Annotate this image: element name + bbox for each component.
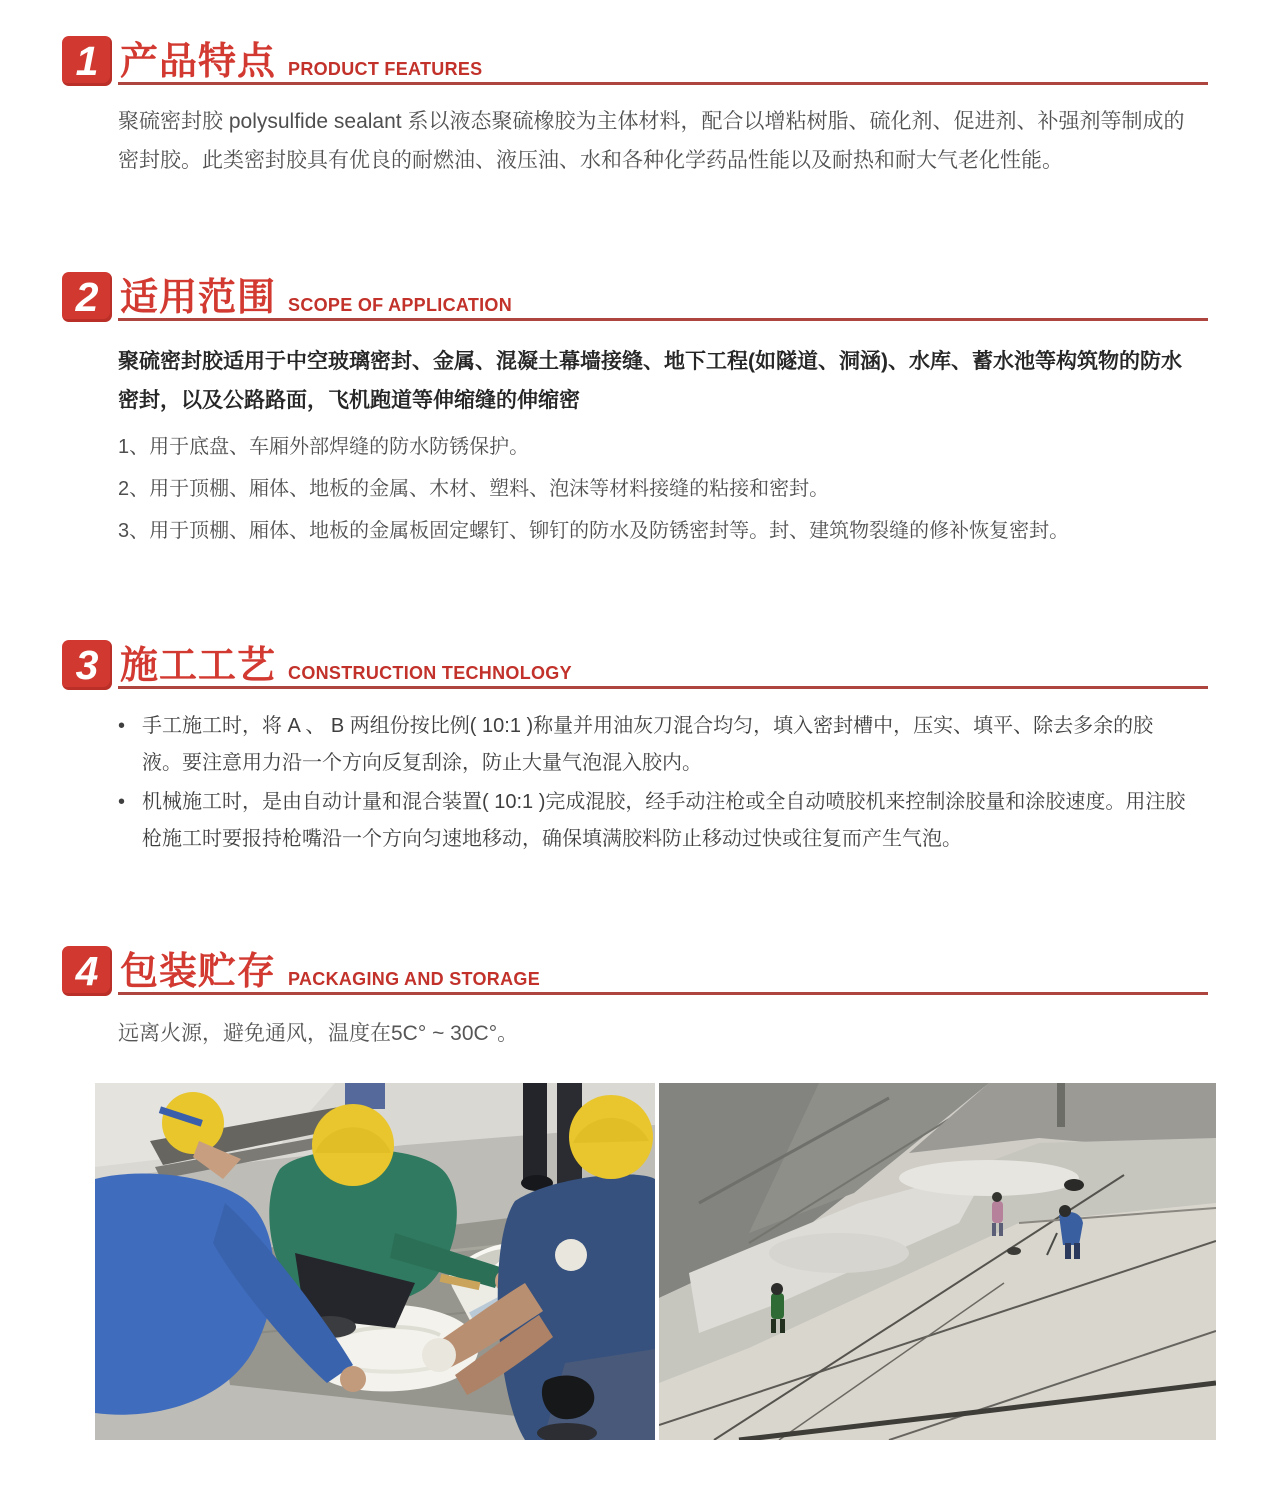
bullet-icon: • [118,715,126,737]
application-list-item: 3、用于顶棚、厢体、地板的金属板固定螺钉、铆钉的防水及防锈密封等。封、建筑物裂缝的修补恢复密封。 [118,520,1070,542]
section-3-number-badge: 3 [62,640,112,690]
application-list-item: 1、用于底盘、车厢外部焊缝的防水防锈保护。 [118,436,530,458]
product-features-paragraph: 聚硫密封胶 polysulfide sealant 系以液态聚硫橡胶为主体材料，配合以增粘树脂、硫化剂、促进剂、补强剂等制成的密封胶。此类密封胶具有优良的耐燃油、液压油、水和各种化学药品性能以及耐热和耐大气老化性能。 [118,110,1185,172]
section-1-header [62,36,1210,88]
section-3-header [62,640,1210,692]
dam-slope-joint-sealing-photo [659,1083,1216,1440]
section-4-title-en: PACKAGING AND STORAGE [288,969,540,989]
section-1-title-zh: 产品特点 [120,41,277,83]
section-scope-of-application [62,272,1210,546]
section-packaging-and-storage [62,946,1210,1053]
application-list [118,433,1190,546]
construction-steps-list [118,708,1190,858]
bullet-icon: • [118,791,126,813]
section-2-title-zh: 适用范围 [120,277,277,319]
construction-step: • 手工施工时，将 A 、 B 两组份按比例( 10:1 )称量并用油灰刀混合均匀，填入密封槽中，压实、填平、除去多余的胶液。要注意用力沿一个方向反复刮涂，防止大量气泡混入胶内。 [118,708,1190,782]
section-1-title-en: PRODUCT FEATURES [288,59,483,79]
section-4-number-badge: 4 [62,946,112,996]
section-4-header [62,946,1210,998]
section-2-title-en: SCOPE OF APPLICATION [288,295,513,315]
section-2-number-badge: 2 [62,272,112,322]
section-3-title-zh: 施工工艺 [120,645,277,687]
storage-paragraph: 远离火源，避免通风，温度在5C° ~ 30C°。 [118,1022,519,1045]
section-2-header [62,272,1210,324]
workers-mixing-sealant-photo [95,1083,655,1440]
photo-row [95,1083,1216,1440]
scope-lead-paragraph: 聚硫密封胶适用于中空玻璃密封、金属、混凝土幕墙接缝、地下工程(如隧道、洞涵)、水库、蓄水池等构筑物的防水密封，以及公路路面，飞机跑道等伸缩缝的伸缩密 [118,350,1182,412]
section-4-title-zh: 包装贮存 [120,951,277,993]
construction-step: • 机械施工时，是由自动计量和混合装置( 10:1 )完成混胶，经手动注枪或全自动喷胶机来控制涂胶量和涂胶速度。用注胶枪施工时要报持枪嘴沿一个方向匀速地移动，确保填满胶料防止移动过快或往复而产生气泡。 [118,784,1190,858]
section-1-number-badge: 1 [62,36,112,86]
section-3-title-en: CONSTRUCTION TECHNOLOGY [288,663,572,683]
section-construction-technology [62,640,1210,860]
section-product-features [62,36,1210,180]
application-list-item: 2、用于顶棚、厢体、地板的金属、木材、塑料、泡沫等材料接缝的粘接和密封。 [118,478,830,500]
